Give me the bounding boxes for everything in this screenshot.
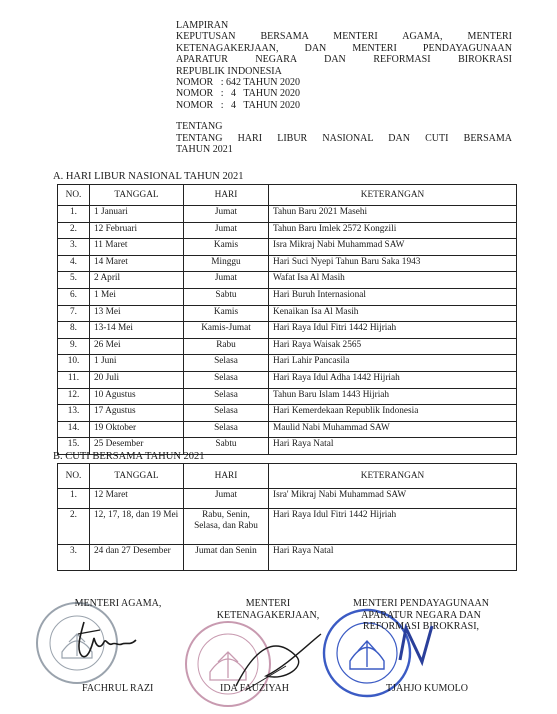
cell-hari: Kamis [184, 239, 269, 256]
cell-keterangan: Hari Raya Natal [269, 438, 517, 455]
table-row [58, 255, 517, 272]
cell-tanggal: 12, 17, 18, dan 19 Mei [90, 509, 184, 545]
cell-keterangan: Hari Suci Nyepi Tahun Baru Saka 1943 [269, 255, 517, 272]
header-hari: HARI [184, 464, 269, 489]
cell-keterangan: Hari Raya Waisak 2565 [269, 338, 517, 355]
section-a-title: A. HARI LIBUR NASIONAL TAHUN 2021 [53, 171, 244, 182]
cell-keterangan: Isra Mikraj Nabi Muhammad SAW [269, 239, 517, 256]
cell-hari: Selasa [184, 371, 269, 388]
header-no: NO. [58, 464, 90, 489]
table-row [58, 288, 517, 305]
cell-hari: Minggu [184, 255, 269, 272]
cell-keterangan: Tahun Baru Imlek 2572 Kongzili [269, 222, 517, 239]
cell-hari: Sabtu [184, 438, 269, 455]
cell-hari: Selasa [184, 355, 269, 372]
nomor-line: NOMOR : 4 TAHUN 2020 [176, 99, 301, 111]
cell-tanggal: 13 Mei [90, 305, 184, 322]
cell-keterangan: Kenaikan Isa Al Masih [269, 305, 517, 322]
header-tanggal: TANGGAL [90, 185, 184, 206]
cell-no: 1. [58, 206, 90, 223]
cell-keterangan: Hari Lahir Pancasila [269, 355, 517, 372]
cell-keterangan: Wafat Isa Al Masih [269, 272, 517, 289]
cell-hari: Jumat dan Senin [184, 545, 269, 571]
cell-keterangan: Tahun Baru Islam 1443 Hijriah [269, 388, 517, 405]
decree-header [176, 20, 512, 155]
cell-no: 1. [58, 489, 90, 509]
cell-tanggal: 10 Agustus [90, 388, 184, 405]
table-row [58, 355, 517, 372]
tentang-label: TENTANG [176, 121, 223, 133]
table-row [58, 305, 517, 322]
menteri-panrb-title-line: APARATUR NEGARA DAN [361, 609, 481, 621]
lampiran-label: LAMPIRAN [176, 20, 229, 31]
menteri-agama-title: MENTERI AGAMA, [74, 598, 162, 609]
cell-hari: Jumat [184, 222, 269, 239]
cell-tanggal: 25 Desember [90, 438, 184, 455]
cell-tanggal: 20 Juli [90, 371, 184, 388]
header-no: NO. [58, 185, 90, 206]
cell-hari: Selasa [184, 421, 269, 438]
menteri-naker-title [198, 598, 338, 621]
header-keterangan: KETERANGAN [269, 464, 517, 489]
cell-tanggal: 17 Agustus [90, 405, 184, 422]
cell-hari: Jumat [184, 272, 269, 289]
table-header-row [58, 185, 517, 206]
header-tanggal: TANGGAL [90, 464, 184, 489]
cell-no: 8. [58, 322, 90, 339]
cell-tanggal: 1 Mei [90, 288, 184, 305]
cell-tanggal: 2 April [90, 272, 184, 289]
cell-keterangan: Hari Raya Idul Adha 1442 Hijriah [269, 371, 517, 388]
cell-hari: Selasa [184, 405, 269, 422]
cell-no: 2. [58, 222, 90, 239]
decree-line: REPUBLIK INDONESIA [176, 65, 282, 77]
table-row [58, 338, 517, 355]
cell-no: 12. [58, 388, 90, 405]
cell-keterangan: Isra' Mikraj Nabi Muhammad SAW [269, 489, 517, 509]
menteri-panrb-title-line: MENTERI PENDAYAGUNAAN [352, 598, 490, 609]
menteri-panrb-name: TJAHJO KUMOLO [386, 683, 468, 694]
menteri-naker-title-line: KETENAGAKERJAAN, [216, 609, 320, 621]
section-b-title: B. CUTI BERSAMA TAHUN 2021 [53, 451, 205, 462]
cell-hari: Kamis [184, 305, 269, 322]
cell-no: 9. [58, 338, 90, 355]
table-row [58, 509, 517, 545]
menteri-agama-signature [70, 616, 150, 664]
cell-tanggal: 13-14 Mei [90, 322, 184, 339]
table-row [58, 489, 517, 509]
cell-no: 6. [58, 288, 90, 305]
table-row [58, 388, 517, 405]
cell-no: 2. [58, 509, 90, 545]
cell-no: 3. [58, 545, 90, 571]
table-row [58, 239, 517, 256]
table-row [58, 421, 517, 438]
cell-tanggal: 12 Maret [90, 489, 184, 509]
cell-tanggal: 14 Maret [90, 255, 184, 272]
menteri-naker-title-line: MENTERI [245, 598, 291, 609]
cell-no: 4. [58, 255, 90, 272]
decree-line: APARATUR NEGARA DAN REFORMASI BIROKRASI [176, 54, 512, 66]
nomor-line: NOMOR : 4 TAHUN 2020 [176, 88, 301, 100]
menteri-panrb-signature [392, 620, 452, 676]
cell-no: 10. [58, 355, 90, 372]
cell-no: 7. [58, 305, 90, 322]
cell-keterangan: Tahun Baru 2021 Masehi [269, 206, 517, 223]
cell-tanggal: 1 Januari [90, 206, 184, 223]
cell-no: 15. [58, 438, 90, 455]
cell-keterangan: Hari Raya Natal [269, 545, 517, 571]
cell-hari: Jumat [184, 206, 269, 223]
table-row [58, 371, 517, 388]
header-hari: HARI [184, 185, 269, 206]
cell-tanggal: 19 Oktober [90, 421, 184, 438]
table-header-row [58, 464, 517, 489]
cell-tanggal: 24 dan 27 Desember [90, 545, 184, 571]
cell-hari: Sabtu [184, 288, 269, 305]
menteri-agama-name: FACHRUL RAZI [82, 683, 154, 694]
cuti-bersama-table [57, 463, 517, 571]
cell-hari: Jumat [184, 489, 269, 509]
cell-no: 11. [58, 371, 90, 388]
cell-hari: Rabu, Senin, Selasa, dan Rabu [184, 509, 269, 545]
cell-keterangan: Hari Raya Idul Fitri 1442 Hijriah [269, 509, 517, 545]
table-row [58, 322, 517, 339]
cell-no: 5. [58, 272, 90, 289]
cell-hari: Kamis-Jumat [184, 322, 269, 339]
tentang-line: TENTANG HARI LIBUR NASIONAL DAN CUTI BERSAMA [176, 132, 512, 144]
cell-tanggal: 26 Mei [90, 338, 184, 355]
cell-keterangan: Hari Raya Idul Fitri 1442 Hijriah [269, 322, 517, 339]
cell-tanggal: 12 Februari [90, 222, 184, 239]
table-row [58, 545, 517, 571]
tentang-line: TAHUN 2021 [176, 144, 233, 156]
menteri-panrb-title-line: REFORMASI BIROKRASI, [362, 621, 480, 632]
cell-tanggal: 1 Juni [90, 355, 184, 372]
cell-keterangan: Hari Kemerdekaan Republik Indonesia [269, 405, 517, 422]
decree-line: KETENAGAKERJAAN, DAN MENTERI PENDAYAGUNAAN [176, 42, 512, 54]
table-row [58, 272, 517, 289]
cell-tanggal: 11 Maret [90, 239, 184, 256]
header-keterangan: KETERANGAN [269, 185, 517, 206]
cell-no: 14. [58, 421, 90, 438]
table-row [58, 222, 517, 239]
cell-keterangan: Hari Buruh Internasional [269, 288, 517, 305]
table-row [58, 206, 517, 223]
menteri-naker-name: IDA FAUZIYAH [220, 683, 289, 694]
cell-no: 13. [58, 405, 90, 422]
cell-hari: Rabu [184, 338, 269, 355]
holiday-table [57, 184, 517, 455]
nomor-line: NOMOR : 642 TAHUN 2020 [176, 77, 301, 89]
cell-hari: Selasa [184, 388, 269, 405]
cell-no: 3. [58, 239, 90, 256]
decree-line: KEPUTUSAN BERSAMA MENTERI AGAMA, MENTERI [176, 31, 512, 43]
cell-keterangan: Maulid Nabi Muhammad SAW [269, 421, 517, 438]
table-row [58, 405, 517, 422]
